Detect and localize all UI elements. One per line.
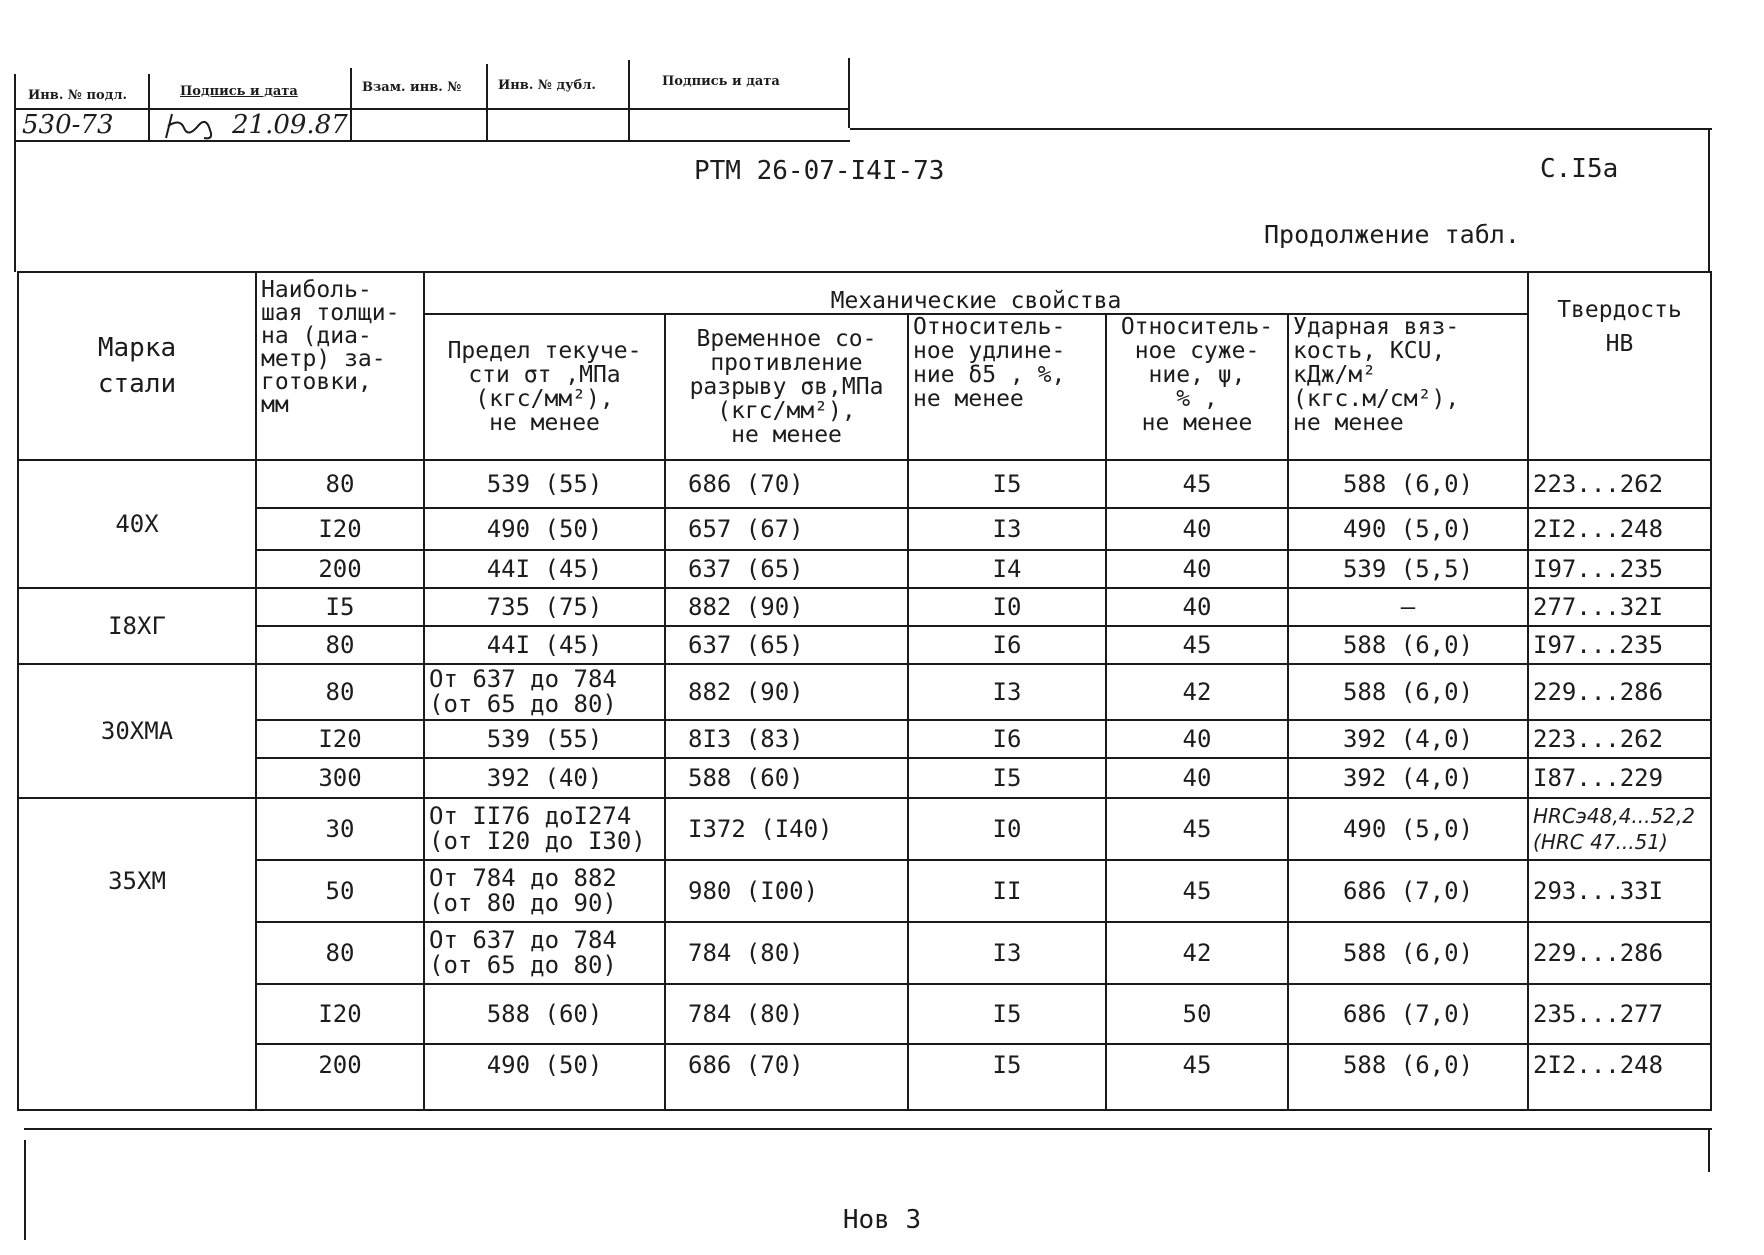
reduction-cell: 45: [1106, 860, 1288, 922]
elongation-cell: I5: [908, 1044, 1106, 1110]
stamp-divider-3: [486, 64, 488, 142]
impact-cell: 588 (6,0): [1288, 460, 1528, 508]
table-row: [18, 860, 1711, 922]
table-row: [18, 626, 1711, 664]
elongation-cell: I5: [908, 758, 1106, 798]
reduction-cell: 40: [1106, 508, 1288, 550]
table-row: [18, 550, 1711, 588]
header-hardness: Твердость НВ: [1528, 272, 1711, 460]
thickness-cell: 80: [256, 626, 424, 664]
header-elongation: Относитель- ное удлине- ние δ5 , %, не менее: [908, 314, 1106, 460]
table-row: [18, 984, 1711, 1044]
yield-cell: От II76 доI274 (от I20 до I30): [424, 798, 665, 860]
frame-top-rule: [850, 128, 1712, 130]
thickness-cell: 80: [256, 664, 424, 720]
impact-cell: 490 (5,0): [1288, 798, 1528, 860]
yield-cell: 392 (40): [424, 758, 665, 798]
header-mechanical-properties: Механические свойства: [424, 272, 1528, 314]
stamp-divider-5: [848, 58, 850, 128]
stamp-left-rule: [14, 74, 16, 142]
stamp-header-signature-2: Подпись и дата: [662, 74, 780, 89]
yield-cell: От 637 до 784 (от 65 до 80): [424, 922, 665, 984]
reduction-cell: 40: [1106, 758, 1288, 798]
reduction-cell: 45: [1106, 798, 1288, 860]
header-yield-strength: Предел текуче- сти σт ,МПа (кгс/мм²), не менее: [424, 314, 665, 460]
thickness-cell: 200: [256, 1044, 424, 1110]
table-row: [18, 758, 1711, 798]
grade-cell-18xg: I8ХГ: [18, 588, 256, 664]
hardness-cell: I87...229: [1528, 758, 1711, 798]
yield-cell: 490 (50): [424, 1044, 665, 1110]
reduction-cell: 40: [1106, 720, 1288, 758]
impact-cell: 392 (4,0): [1288, 720, 1528, 758]
hardness-cell: 223...262: [1528, 720, 1711, 758]
thickness-cell: I20: [256, 984, 424, 1044]
stamp-inv-number: 530-73: [22, 110, 114, 140]
hardness-cell: 2I2...248: [1528, 1044, 1711, 1110]
elongation-cell: I3: [908, 664, 1106, 720]
tensile-cell: 686 (70): [665, 460, 908, 508]
thickness-cell: 80: [256, 460, 424, 508]
stamp-header-signature: Подпись и дата: [180, 84, 298, 99]
impact-cell: 588 (6,0): [1288, 626, 1528, 664]
reduction-cell: 50: [1106, 984, 1288, 1044]
reduction-cell: 45: [1106, 460, 1288, 508]
stamp-header-inv-duplicate: Инв. № дубл.: [498, 78, 596, 93]
tensile-cell: 657 (67): [665, 508, 908, 550]
grade-cell-35xm: 35ХМ: [18, 798, 256, 1110]
reduction-cell: 40: [1106, 550, 1288, 588]
tensile-cell: 8I3 (83): [665, 720, 908, 758]
impact-cell: 588 (6,0): [1288, 664, 1528, 720]
elongation-cell: I3: [908, 922, 1106, 984]
grade-cell-30xma: 30ХМА: [18, 664, 256, 798]
hardness-cell: 277...32I: [1528, 588, 1711, 626]
tensile-cell: 980 (I00): [665, 860, 908, 922]
table-row: [18, 720, 1711, 758]
elongation-cell: I3: [908, 508, 1106, 550]
stamp-header-inv-original: Инв. № подл.: [28, 88, 128, 103]
impact-cell: 539 (5,5): [1288, 550, 1528, 588]
impact-cell: 490 (5,0): [1288, 508, 1528, 550]
reduction-cell: 42: [1106, 664, 1288, 720]
tensile-cell: 637 (65): [665, 550, 908, 588]
yield-cell: 539 (55): [424, 460, 665, 508]
yield-cell: 490 (50): [424, 508, 665, 550]
hardness-cell: I97...235: [1528, 550, 1711, 588]
impact-cell: –: [1288, 588, 1528, 626]
hardness-cell: 293...33I: [1528, 860, 1711, 922]
hardness-cell: 229...286: [1528, 922, 1711, 984]
tensile-cell: 637 (65): [665, 626, 908, 664]
yield-cell: 735 (75): [424, 588, 665, 626]
reduction-cell: 45: [1106, 1044, 1288, 1110]
frame-right-lower: [1708, 1130, 1710, 1172]
yield-cell: 539 (55): [424, 720, 665, 758]
stamp-header-replace-inv: Взам. инв. №: [362, 80, 462, 95]
elongation-cell: I0: [908, 588, 1106, 626]
impact-cell: 686 (7,0): [1288, 984, 1528, 1044]
elongation-cell: I4: [908, 550, 1106, 588]
reduction-cell: 45: [1106, 626, 1288, 664]
stamp-divider-1: [148, 74, 150, 142]
header-steel-grade: Марка стали: [18, 272, 256, 460]
elongation-cell: I6: [908, 626, 1106, 664]
hardness-cell: 2I2...248: [1528, 508, 1711, 550]
elongation-cell: I0: [908, 798, 1106, 860]
signature-mark: [160, 108, 222, 142]
tensile-cell: 686 (70): [665, 1044, 908, 1110]
header-reduction-area: Относитель- ное суже- ние, ψ, % , не менее: [1106, 314, 1288, 460]
tensile-cell: 784 (80): [665, 984, 908, 1044]
page-number: С.I5а: [1540, 154, 1619, 184]
grade-cell-40x: 40Х: [18, 460, 256, 588]
thickness-cell: I5: [256, 588, 424, 626]
tensile-cell: I372 (I40): [665, 798, 908, 860]
yield-cell: 44I (45): [424, 626, 665, 664]
yield-cell: 44I (45): [424, 550, 665, 588]
thickness-cell: 80: [256, 922, 424, 984]
reduction-cell: 40: [1106, 588, 1288, 626]
frame-table-bottom: [24, 1128, 1712, 1130]
yield-cell: 588 (60): [424, 984, 665, 1044]
frame-left-upper: [14, 140, 16, 272]
reduction-cell: 42: [1106, 922, 1288, 984]
table-row: [18, 508, 1711, 550]
yield-cell: От 637 до 784 (от 65 до 80): [424, 664, 665, 720]
elongation-cell: II: [908, 860, 1106, 922]
header-tensile-strength: Временное со- противление разрыву σв,МПа (кгс/мм²), не менее: [665, 314, 908, 460]
thickness-cell: 300: [256, 758, 424, 798]
frame-right-upper: [1708, 128, 1710, 272]
thickness-cell: I20: [256, 720, 424, 758]
impact-cell: 392 (4,0): [1288, 758, 1528, 798]
tensile-cell: 882 (90): [665, 588, 908, 626]
elongation-cell: I5: [908, 460, 1106, 508]
hardness-cell: 223...262: [1528, 460, 1711, 508]
hardness-cell: 229...286: [1528, 664, 1711, 720]
hardness-cell: HRCэ48,4...52,2 (HRC 47...51): [1528, 798, 1711, 860]
stamp-divider-4: [628, 60, 630, 142]
header-impact-toughness: Ударная вяз- кость, KCU, кДж/м² (кгс.м/см²), не менее: [1288, 314, 1528, 460]
thickness-cell: I20: [256, 508, 424, 550]
yield-cell: От 784 до 882 (от 80 до 90): [424, 860, 665, 922]
impact-cell: 686 (7,0): [1288, 860, 1528, 922]
impact-cell: 588 (6,0): [1288, 922, 1528, 984]
stamp-bottom-rule: [14, 140, 850, 142]
table-row: [18, 1044, 1711, 1110]
revision-footer: Нов 3: [842, 1205, 922, 1235]
table-row: [18, 664, 1711, 720]
table-row: [18, 922, 1711, 984]
elongation-cell: I6: [908, 720, 1106, 758]
document-code: РТМ 26-07-I4I-73: [694, 156, 945, 186]
table-row: [18, 588, 1711, 626]
tensile-cell: 588 (60): [665, 758, 908, 798]
impact-cell: 588 (6,0): [1288, 1044, 1528, 1110]
table-row: [18, 460, 1711, 508]
thickness-cell: 50: [256, 860, 424, 922]
hardness-cell: I97...235: [1528, 626, 1711, 664]
mechanical-properties-table: [17, 271, 1712, 1111]
tensile-cell: 882 (90): [665, 664, 908, 720]
thickness-cell: 200: [256, 550, 424, 588]
header-max-thickness: Наиболь- шая толщи- на (диа- метр) за- готовки, мм: [256, 272, 424, 460]
thickness-cell: 30: [256, 798, 424, 860]
stamp-signature-date: 21.09.87: [232, 110, 348, 140]
stamp-top-rule: [14, 108, 850, 110]
stamp-divider-2: [350, 68, 352, 142]
tensile-cell: 784 (80): [665, 922, 908, 984]
hardness-cell: 235...277: [1528, 984, 1711, 1044]
table-row: [18, 798, 1711, 860]
elongation-cell: I5: [908, 984, 1106, 1044]
table-continuation-note: Продолжение табл.: [1264, 220, 1520, 249]
